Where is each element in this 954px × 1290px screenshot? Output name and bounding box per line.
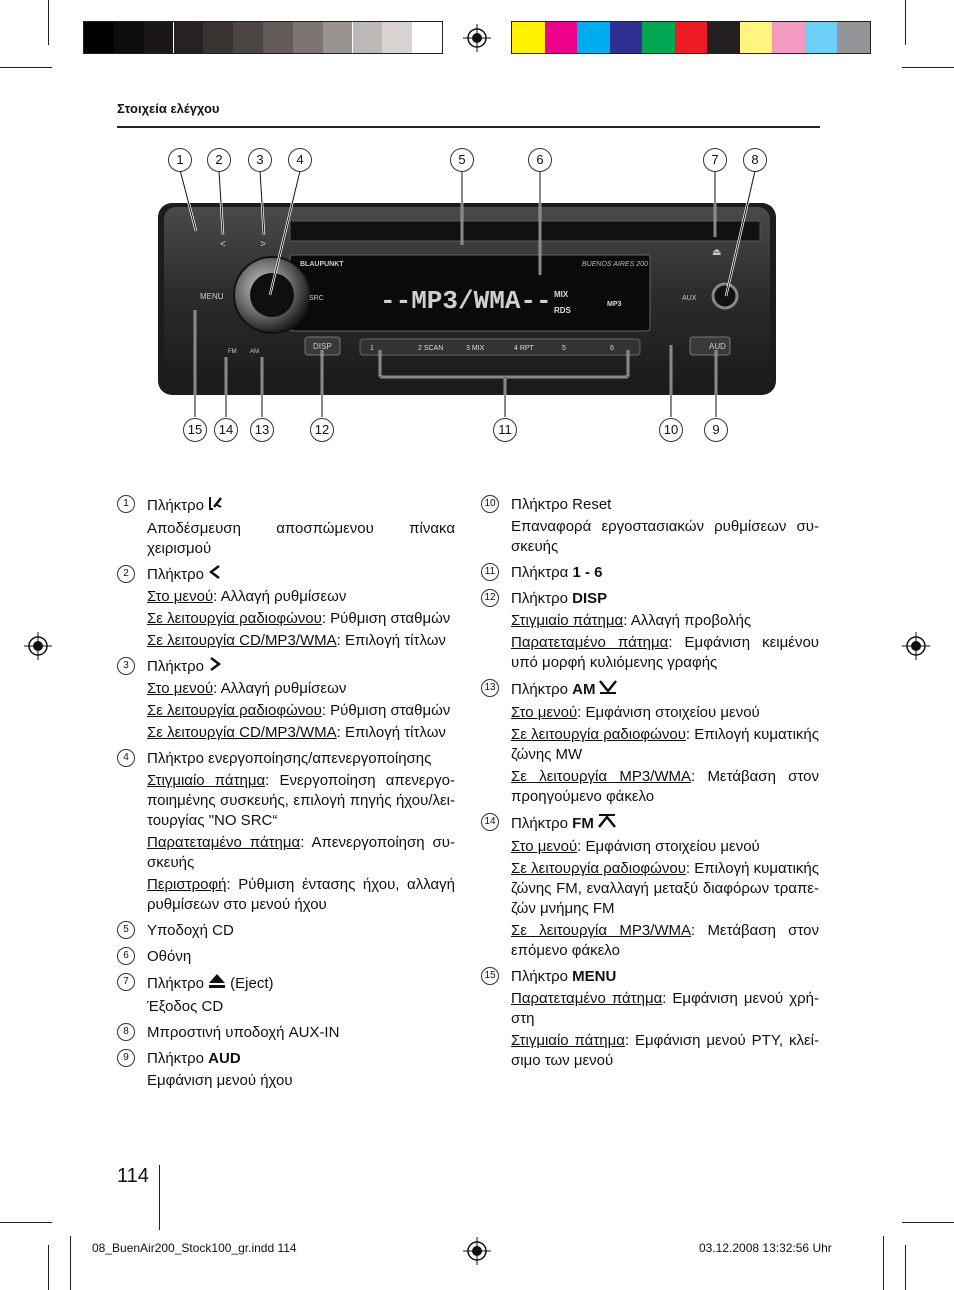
process-swatch — [675, 22, 708, 53]
process-swatch — [707, 22, 740, 53]
control-item-14 — [481, 813, 819, 961]
control-item-6 — [117, 947, 455, 967]
callout-3: 3 — [248, 148, 272, 172]
item-title — [511, 589, 819, 609]
callout-14: 14 — [214, 418, 238, 442]
mode-label: Παρατεταμένο πάτημα — [511, 990, 663, 1007]
item-title-text: Πλήκτρο — [511, 590, 568, 607]
description-text: : Εμφάνιση στοιχείου μενού — [577, 704, 760, 721]
description-text: : Επιλογή τίτλων — [336, 724, 446, 742]
item-description — [511, 989, 819, 1029]
callout-7: 7 — [703, 148, 727, 172]
left-description-column — [117, 495, 455, 1097]
item-title-text: Πλήκτρο — [147, 566, 204, 583]
crop-mark — [902, 67, 954, 68]
item-number: 8 — [117, 1023, 135, 1041]
crop-mark — [902, 1222, 954, 1223]
item-number: 13 — [481, 679, 499, 697]
item-description — [147, 1071, 455, 1091]
description-text: Επαναφορά εργοστασιακών ρυθμίσεων συ-σκευής — [511, 518, 819, 555]
preset-label-3: 3 MIX — [466, 345, 485, 352]
item-title-text: Πλήκτρο — [511, 680, 568, 698]
item-description — [511, 611, 819, 631]
item-number: 11 — [481, 563, 499, 581]
callout-1: 1 — [168, 148, 192, 172]
chevron-left-icon — [208, 565, 222, 585]
description-text: : Αλλαγή ρυθμίσεων — [213, 588, 347, 606]
mode-label: Περιστροφή — [147, 876, 227, 894]
process-swatch — [642, 22, 675, 53]
description-text: : Εμφάνιση μενού χρή-στη — [511, 990, 819, 1027]
control-item-13 — [481, 679, 819, 807]
mode-label: Σε λειτουργία ραδιοφώνου — [147, 702, 322, 720]
control-item-7 — [117, 973, 455, 1017]
gray-swatch — [353, 22, 383, 53]
item-number: 3 — [117, 657, 135, 675]
item-title — [147, 921, 455, 941]
description-text: : Απενεργοποίηση συ-σκευής — [147, 834, 455, 872]
mode-label: Σε λειτουργία ραδιοφώνου — [147, 610, 322, 628]
mode-label: Στιγμιαίο πάτημα — [511, 612, 624, 629]
fm-button-label: FM — [228, 349, 237, 355]
callout-8: 8 — [743, 148, 767, 172]
item-title-text: Υποδοχή CD — [147, 922, 234, 940]
item-number: 4 — [117, 749, 135, 767]
description-text: : Εμφάνιση κειμένου υπό μορφή κυλιόμενης γραφής — [511, 634, 819, 671]
item-description — [147, 631, 455, 651]
item-number: 7 — [117, 973, 135, 991]
callout-15: 15 — [183, 418, 207, 442]
gray-swatch — [174, 22, 204, 53]
page-number: 114 — [117, 1165, 149, 1187]
preset-label-5: 5 — [562, 345, 566, 352]
description-text: : Εμφάνιση στοιχείου μενού — [577, 838, 760, 855]
brand-label: BLAUPUNKT — [300, 261, 344, 268]
description-text: : Μετάβαση στον προηγούμενο φάκελο — [511, 768, 819, 805]
crop-mark — [883, 1236, 884, 1290]
item-title — [147, 749, 455, 769]
preset-label-2: 2 SCAN — [418, 345, 444, 352]
process-swatch — [740, 22, 773, 53]
gray-swatch — [144, 22, 174, 53]
item-title-text: Οθόνη — [147, 948, 192, 966]
crop-mark — [48, 0, 49, 45]
control-item-5 — [117, 921, 455, 941]
item-number: 12 — [481, 589, 499, 607]
display-text: --MP3/WMA-- — [380, 286, 552, 316]
item-title-text: Πλήκτρο Reset — [511, 496, 612, 513]
item-title — [511, 563, 819, 583]
item-title — [147, 565, 455, 585]
item-title-key: DISP — [567, 590, 608, 607]
description-text: : Ρύθμιση σταθμών — [321, 610, 451, 628]
description-text: : Εμφάνιση μενού PTY, κλεί-σιμο των μενού — [511, 1032, 819, 1069]
item-title-text: Πλήκτρο — [511, 968, 568, 985]
gray-swatch — [293, 22, 323, 53]
description-text: : Επιλογή κυματικής ζώνης FM, εναλλαγή μεταξύ διαφόρων τραπε-ζών μνήμης FM — [511, 860, 820, 917]
radio-illustration — [150, 145, 790, 445]
registration-mark-icon — [463, 24, 491, 52]
item-title-text: Πλήκτρα — [511, 564, 569, 581]
mode-label: Παρατεταμένο πάτημα — [511, 634, 669, 651]
item-description — [147, 701, 455, 721]
mode-label: Σε λειτουργία CD/MP3/WMA — [147, 632, 337, 650]
item-title-text: Πλήκτρο ενεργοποίησης/απενεργοποίησης — [147, 750, 432, 768]
callout-2: 2 — [207, 148, 231, 172]
description-text: Εμφάνιση μενού ήχου — [147, 1072, 293, 1090]
description-text: : Ρύθμιση σταθμών — [321, 702, 451, 720]
eject-icon: ⏏ — [712, 247, 722, 258]
callout-6: 6 — [528, 148, 552, 172]
item-title-text: Μπροστινή υποδοχή AUX-IN — [147, 1024, 340, 1042]
item-number: 2 — [117, 565, 135, 583]
item-title-key: AM — [567, 680, 596, 698]
item-description — [147, 875, 455, 915]
aux-label: AUX — [682, 295, 697, 302]
crop-mark — [0, 67, 52, 68]
item-title — [511, 967, 819, 987]
description-text: : Επιλογή κυματικής ζώνης MW — [511, 726, 820, 763]
registration-mark-icon — [902, 632, 930, 660]
process-swatch — [545, 22, 578, 53]
item-title — [147, 947, 455, 967]
callout-5: 5 — [450, 148, 474, 172]
am-down-icon — [599, 679, 617, 701]
menu-button-label: MENU — [200, 292, 224, 301]
process-swatch — [837, 22, 870, 53]
crop-mark — [905, 0, 906, 45]
item-description — [511, 837, 819, 857]
process-swatch — [805, 22, 838, 53]
gray-swatch — [233, 22, 263, 53]
item-description — [147, 723, 455, 743]
mode-label: Σε λειτουργία MP3/WMA — [511, 768, 691, 785]
item-title-key: AUD — [203, 1050, 241, 1068]
mp3-indicator: MP3 — [607, 301, 622, 308]
process-color-bar — [511, 21, 871, 54]
crop-mark — [0, 1222, 52, 1223]
item-description — [511, 859, 819, 919]
control-item-2 — [117, 565, 455, 651]
control-item-10 — [481, 495, 819, 557]
item-number: 6 — [117, 947, 135, 965]
item-description — [147, 997, 455, 1017]
item-description — [147, 587, 455, 607]
process-swatch — [577, 22, 610, 53]
item-title — [147, 495, 455, 517]
crop-mark — [70, 1236, 71, 1290]
mode-label: Στο μενού — [511, 838, 578, 855]
date-slug: 03.12.2008 13:32:56 Uhr — [699, 1241, 832, 1255]
am-button-label: AM — [250, 349, 259, 355]
item-description — [147, 519, 455, 559]
item-title-key: MENU — [567, 968, 617, 985]
item-number: 15 — [481, 967, 499, 985]
release-icon — [208, 495, 224, 517]
aud-button-label: AUD — [709, 342, 726, 351]
item-number: 14 — [481, 813, 499, 831]
item-title — [511, 813, 819, 835]
mix-indicator: MIX — [554, 290, 569, 299]
src-label: SRC — [309, 295, 324, 302]
item-title-text: Πλήκτρο — [511, 814, 568, 832]
description-text: : Μετάβαση στον επόμενο φάκελο — [511, 922, 819, 959]
preset-label-4: 4 RPT — [514, 345, 534, 352]
description-text: : Ρύθμιση έντασης ήχου, αλλαγή ρυθμίσεων στο μενού ήχου — [147, 876, 455, 914]
mode-label: Στο μενού — [147, 680, 214, 698]
item-title — [511, 679, 819, 701]
item-description — [511, 767, 819, 807]
callout-12: 12 — [310, 418, 334, 442]
control-item-9 — [117, 1049, 455, 1091]
gray-swatch — [323, 22, 353, 53]
gray-swatch — [84, 22, 114, 53]
mode-label: Σε λειτουργία CD/MP3/WMA — [147, 724, 337, 742]
control-item-12 — [481, 589, 819, 673]
item-title — [147, 973, 455, 995]
fm-up-icon — [598, 813, 616, 835]
model-label: BUENOS AIRES 200 — [582, 261, 648, 268]
item-title-suffix: (Eject) — [225, 975, 274, 993]
gray-color-bar — [83, 21, 443, 54]
description-text: : Επιλογή τίτλων — [336, 632, 446, 650]
item-description — [147, 771, 455, 831]
item-number: 10 — [481, 495, 499, 513]
mode-label: Στιγμιαίο πάτημα — [147, 772, 266, 790]
callout-11: 11 — [493, 418, 517, 442]
file-slug: 08_BuenAir200_Stock100_gr.indd 114 — [92, 1241, 297, 1255]
gray-swatch — [114, 22, 144, 53]
item-title — [147, 1023, 455, 1043]
right-description-column — [481, 495, 819, 1077]
crop-mark — [48, 1245, 49, 1290]
callout-9: 9 — [704, 418, 728, 442]
item-title — [147, 1049, 455, 1069]
control-item-4 — [117, 749, 455, 915]
chevron-right-icon — [208, 657, 222, 677]
preset-label-6: 6 — [610, 345, 614, 352]
description-text: : Αλλαγή ρυθμίσεων — [213, 680, 347, 698]
item-title-key: FM — [567, 814, 594, 832]
radio-diagram — [150, 145, 790, 445]
item-title-key: 1 - 6 — [568, 564, 603, 581]
disp-button-label: DISP — [313, 342, 332, 351]
description-text: Έξοδος CD — [147, 998, 224, 1016]
mode-label: Στο μενού — [147, 588, 214, 606]
description-text: Αποδέσμευση αποσπώμενου πίνακα χειρισμού — [147, 520, 455, 557]
preset-label-1: 1 — [370, 345, 374, 352]
gray-swatch — [203, 22, 233, 53]
item-description — [511, 1031, 819, 1071]
item-description — [511, 725, 819, 765]
item-number: 1 — [117, 495, 135, 513]
control-item-15 — [481, 967, 819, 1071]
callout-13: 13 — [250, 418, 274, 442]
process-swatch — [512, 22, 545, 53]
item-number: 5 — [117, 921, 135, 939]
gray-swatch — [382, 22, 412, 53]
item-title-text: Πλήκτρο — [147, 496, 204, 514]
mode-label: Σε λειτουργία ραδιοφώνου — [511, 860, 686, 877]
item-description — [147, 833, 455, 873]
control-item-11 — [481, 563, 819, 583]
mode-label: Στιγμιαίο πάτημα — [511, 1032, 625, 1049]
description-text: : Αλλαγή προβολής — [623, 612, 752, 629]
item-description — [511, 633, 819, 673]
item-description — [511, 921, 819, 961]
item-description — [147, 609, 455, 629]
chevron-right-icon: > — [260, 239, 266, 250]
item-title-text: Πλήκτρο — [147, 658, 204, 676]
item-title — [511, 495, 819, 515]
description-text: : Ενεργοποίηση απενεργο-ποιημένης συσκευής, επιλογή πηγής ήχου/λει-τουργίας "NO SRC“ — [147, 772, 455, 830]
registration-mark-icon — [463, 1237, 491, 1265]
gray-swatch — [263, 22, 293, 53]
mode-label: Σε λειτουργία MP3/WMA — [511, 922, 691, 939]
item-description — [147, 679, 455, 699]
header-rule — [117, 126, 820, 128]
gray-swatch — [412, 22, 442, 53]
page-number-rule — [159, 1165, 160, 1230]
process-swatch — [772, 22, 805, 53]
chevron-left-icon: < — [220, 239, 226, 250]
mode-label: Στο μενού — [511, 704, 578, 721]
item-title-text: Πλήκτρο — [147, 1050, 204, 1068]
mode-label: Σε λειτουργία ραδιοφώνου — [511, 726, 686, 743]
control-item-1 — [117, 495, 455, 559]
control-item-8 — [117, 1023, 455, 1043]
item-number: 9 — [117, 1049, 135, 1067]
item-description — [511, 517, 819, 557]
item-title — [147, 657, 455, 677]
mode-label: Παρατεταμένο πάτημα — [147, 834, 301, 852]
callout-4: 4 — [288, 148, 312, 172]
crop-mark — [905, 1245, 906, 1290]
callout-10: 10 — [659, 418, 683, 442]
eject-icon — [208, 973, 226, 995]
item-description — [511, 703, 819, 723]
process-swatch — [610, 22, 643, 53]
registration-mark-icon — [24, 632, 52, 660]
rds-indicator: RDS — [554, 306, 571, 315]
section-title: Στοιχεία ελέγχου — [117, 101, 220, 116]
control-item-3 — [117, 657, 455, 743]
item-title-text: Πλήκτρο — [147, 975, 204, 993]
